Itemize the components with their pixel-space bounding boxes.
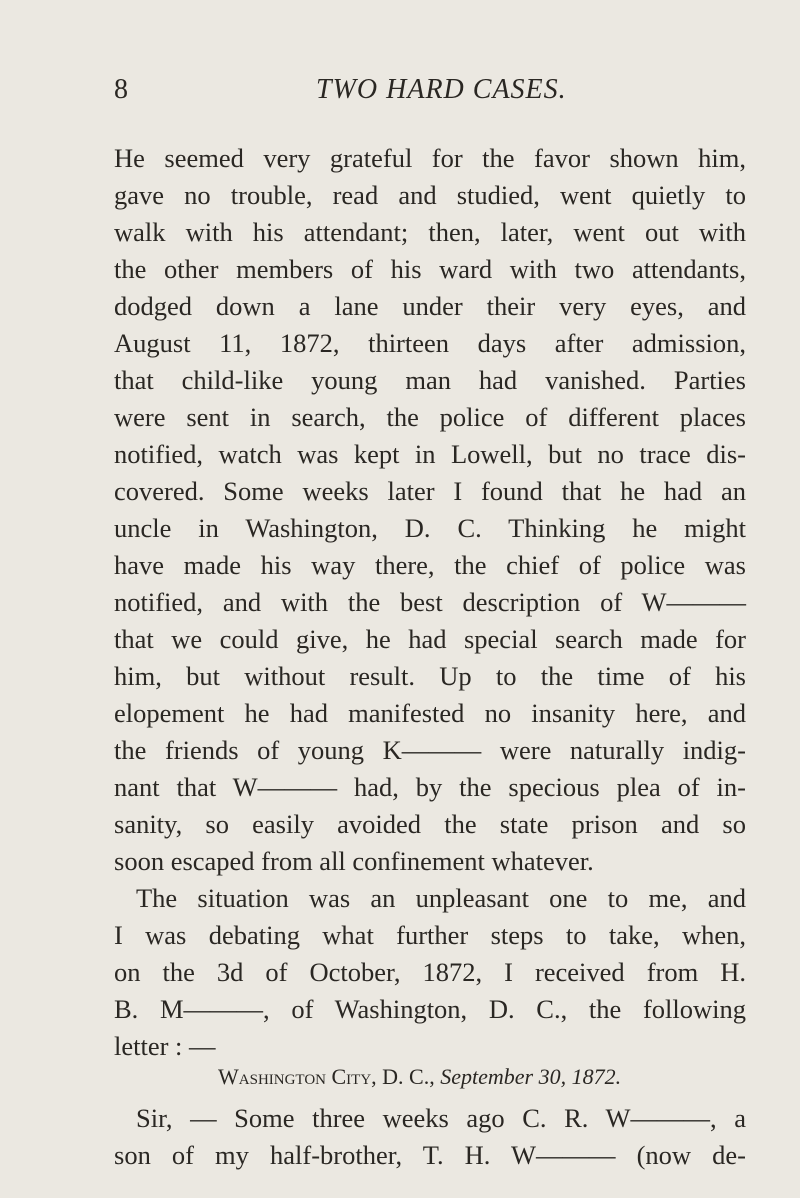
text-line: the other members of his ward with two attendants,	[114, 254, 746, 284]
text-line: uncle in Washington, D. C. Thinking he might	[114, 513, 746, 543]
text-line: notified, and with the best description of W———	[114, 587, 746, 617]
text-line: soon escaped from all confinement whatever.	[114, 846, 594, 876]
dateline-place: Washington City, D. C.,	[218, 1064, 435, 1089]
text-line: have made his way there, the chief of police was	[114, 550, 746, 580]
text-line: nant that W——— had, by the specious plea of in-	[114, 772, 746, 802]
letter-line: Sir, — Some three weeks ago C. R. W———, a	[136, 1103, 746, 1133]
text-line: gave no trouble, read and studied, went quietly to	[114, 180, 746, 210]
letter-dateline	[218, 1062, 746, 1092]
text-line: that child-like young man had vanished. Parties	[114, 365, 746, 395]
text-line: the friends of young K——— were naturally indig-	[114, 735, 746, 765]
page-header	[114, 72, 744, 108]
text-line: on the 3d of October, 1872, I received from H.	[114, 957, 746, 987]
dateline-date: September 30, 1872.	[440, 1064, 622, 1089]
text-line: notified, watch was kept in Lowell, but no trace dis-	[114, 439, 746, 469]
text-line: elopement he had manifested no insanity here, and	[114, 698, 746, 728]
text-line: covered. Some weeks later I found that he had an	[114, 476, 746, 506]
text-line: walk with his attendant; then, later, went out with	[114, 217, 746, 247]
text-line: He seemed very grateful for the favor shown him,	[114, 143, 746, 173]
running-head: TWO HARD CASES.	[316, 74, 567, 105]
page-number: 8	[114, 74, 128, 105]
text-line: August 11, 1872, thirteen days after admission,	[114, 328, 746, 358]
text-line: sanity, so easily avoided the state prison and so	[114, 809, 746, 839]
text-line: B. M———, of Washington, D. C., the following	[114, 994, 746, 1024]
text-line: were sent in search, the police of different places	[114, 402, 746, 432]
letter-line: son of my half-brother, T. H. W——— (now de-	[114, 1140, 746, 1170]
text-line: The situation was an unpleasant one to me, and	[136, 883, 746, 913]
text-line: I was debating what further steps to take, when,	[114, 920, 746, 950]
text-line: that we could give, he had special search made for	[114, 624, 746, 654]
text-line: him, but without result. Up to the time of his	[114, 661, 746, 691]
text-line: letter : —	[114, 1031, 216, 1061]
text-line: dodged down a lane under their very eyes, and	[114, 291, 746, 321]
